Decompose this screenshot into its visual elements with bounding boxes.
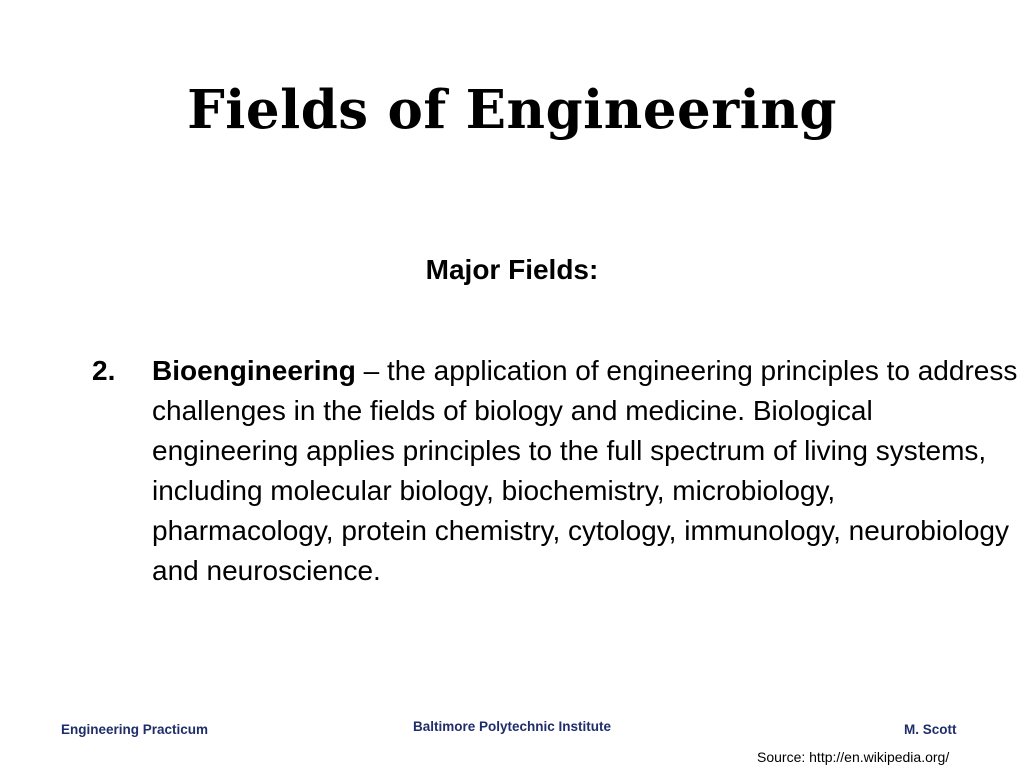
item-separator: – [355, 355, 387, 386]
slide-title: Fields of Engineering [187, 79, 837, 141]
source-citation: Source: http://en.wikipedia.org/ [757, 749, 950, 765]
section-subheading: Major Fields: [425, 254, 599, 285]
item-term: Bioengineering [152, 355, 356, 386]
item-description: the application of engineering principles to address challenges in the fields of biology and medicine. Biological engineering applies principles to the full spectrum of living systems, including molecular biology, biochemistry, microbiology, pharmacology, protein chemistry, cytology, immunology, neurobiology and neuroscience. [152, 355, 1018, 586]
item-number: 2. [92, 355, 116, 386]
footer-institution: Baltimore Polytechnic Institute [412, 719, 612, 734]
footer-course: Engineering Practicum [61, 722, 209, 737]
footer-author: M. Scott [904, 722, 957, 737]
item-body [152, 351, 1018, 591]
